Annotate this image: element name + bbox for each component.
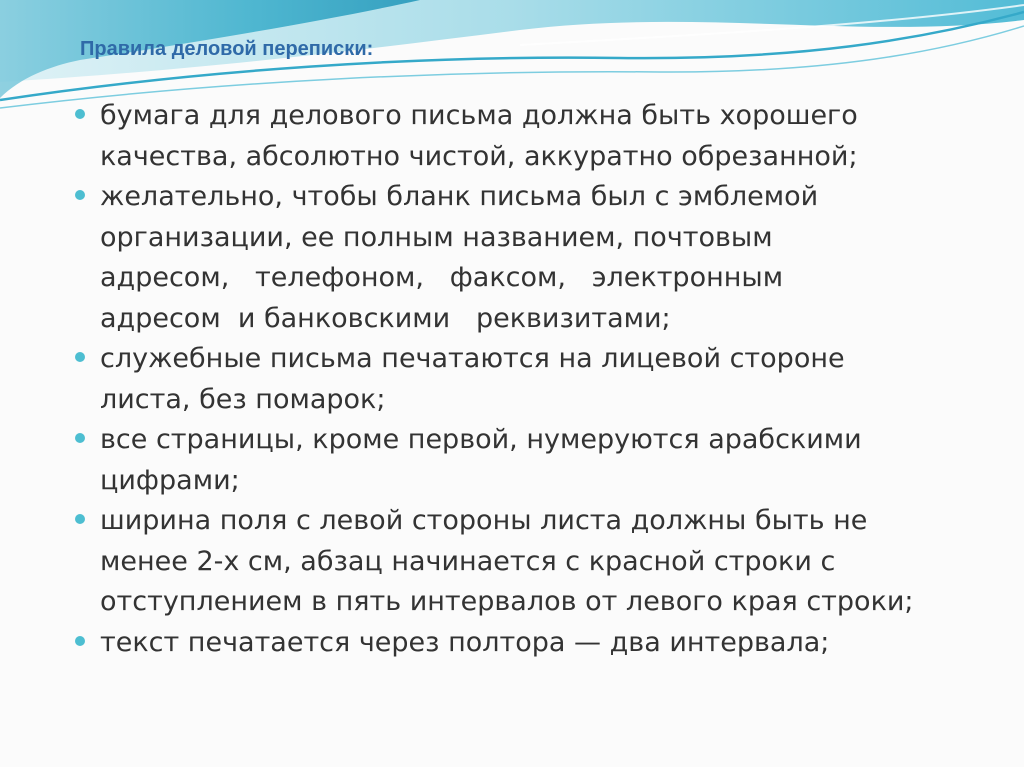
bullet-text-line: служебные письма печатаются на лицевой стороне: [100, 343, 845, 374]
bullet-item: [70, 623, 1005, 664]
bullet-text-line: желательно, чтобы бланк письма был с эмблемой: [100, 181, 819, 212]
bullet-text-line: все страницы, кроме первой, нумеруются арабскими: [100, 424, 862, 455]
bullet-dot-icon: [75, 190, 85, 200]
bullet-text-line: менее 2-х см, абзац начинается с красной строки с: [100, 545, 836, 577]
bullet-text-line: листа, без помарок;: [100, 383, 386, 415]
bullet-list: [70, 96, 1005, 663]
bullet-dot-icon: [75, 514, 85, 524]
bullet-item: [70, 501, 1005, 623]
bullet-text-line: адресом, телефоном, факсом, электронным: [100, 262, 784, 293]
bullet-text-line: ширина поля с левой стороны листа должны быть не: [100, 505, 868, 536]
bullet-text-line: текст печатается через полтора — два интервала;: [100, 626, 830, 658]
page-title: Правила деловой переписки:: [80, 38, 374, 60]
bullet-dot-icon: [75, 352, 85, 362]
bullet-text-line: адресом и банковскими реквизитами;: [100, 302, 671, 334]
bullet-text-line: бумага для делового письма должна быть хорошего: [100, 100, 858, 131]
bullet-item: [70, 339, 1005, 420]
bullet-text-line: отступлением в пять интервалов от левого края строки;: [100, 586, 914, 617]
bullet-text-line: качества, абсолютно чистой, аккуратно обрезанной;: [100, 140, 858, 172]
bullet-dot-icon: [75, 433, 85, 443]
bullet-item: [70, 96, 1005, 177]
bullet-text-line: цифрами;: [100, 464, 240, 496]
bullet-item: [70, 177, 1005, 339]
bullet-item: [70, 420, 1005, 501]
bullet-text-line: организации, ее полным названием, почтовым: [100, 221, 773, 253]
bullet-dot-icon: [75, 109, 85, 119]
bullet-dot-icon: [75, 636, 85, 646]
